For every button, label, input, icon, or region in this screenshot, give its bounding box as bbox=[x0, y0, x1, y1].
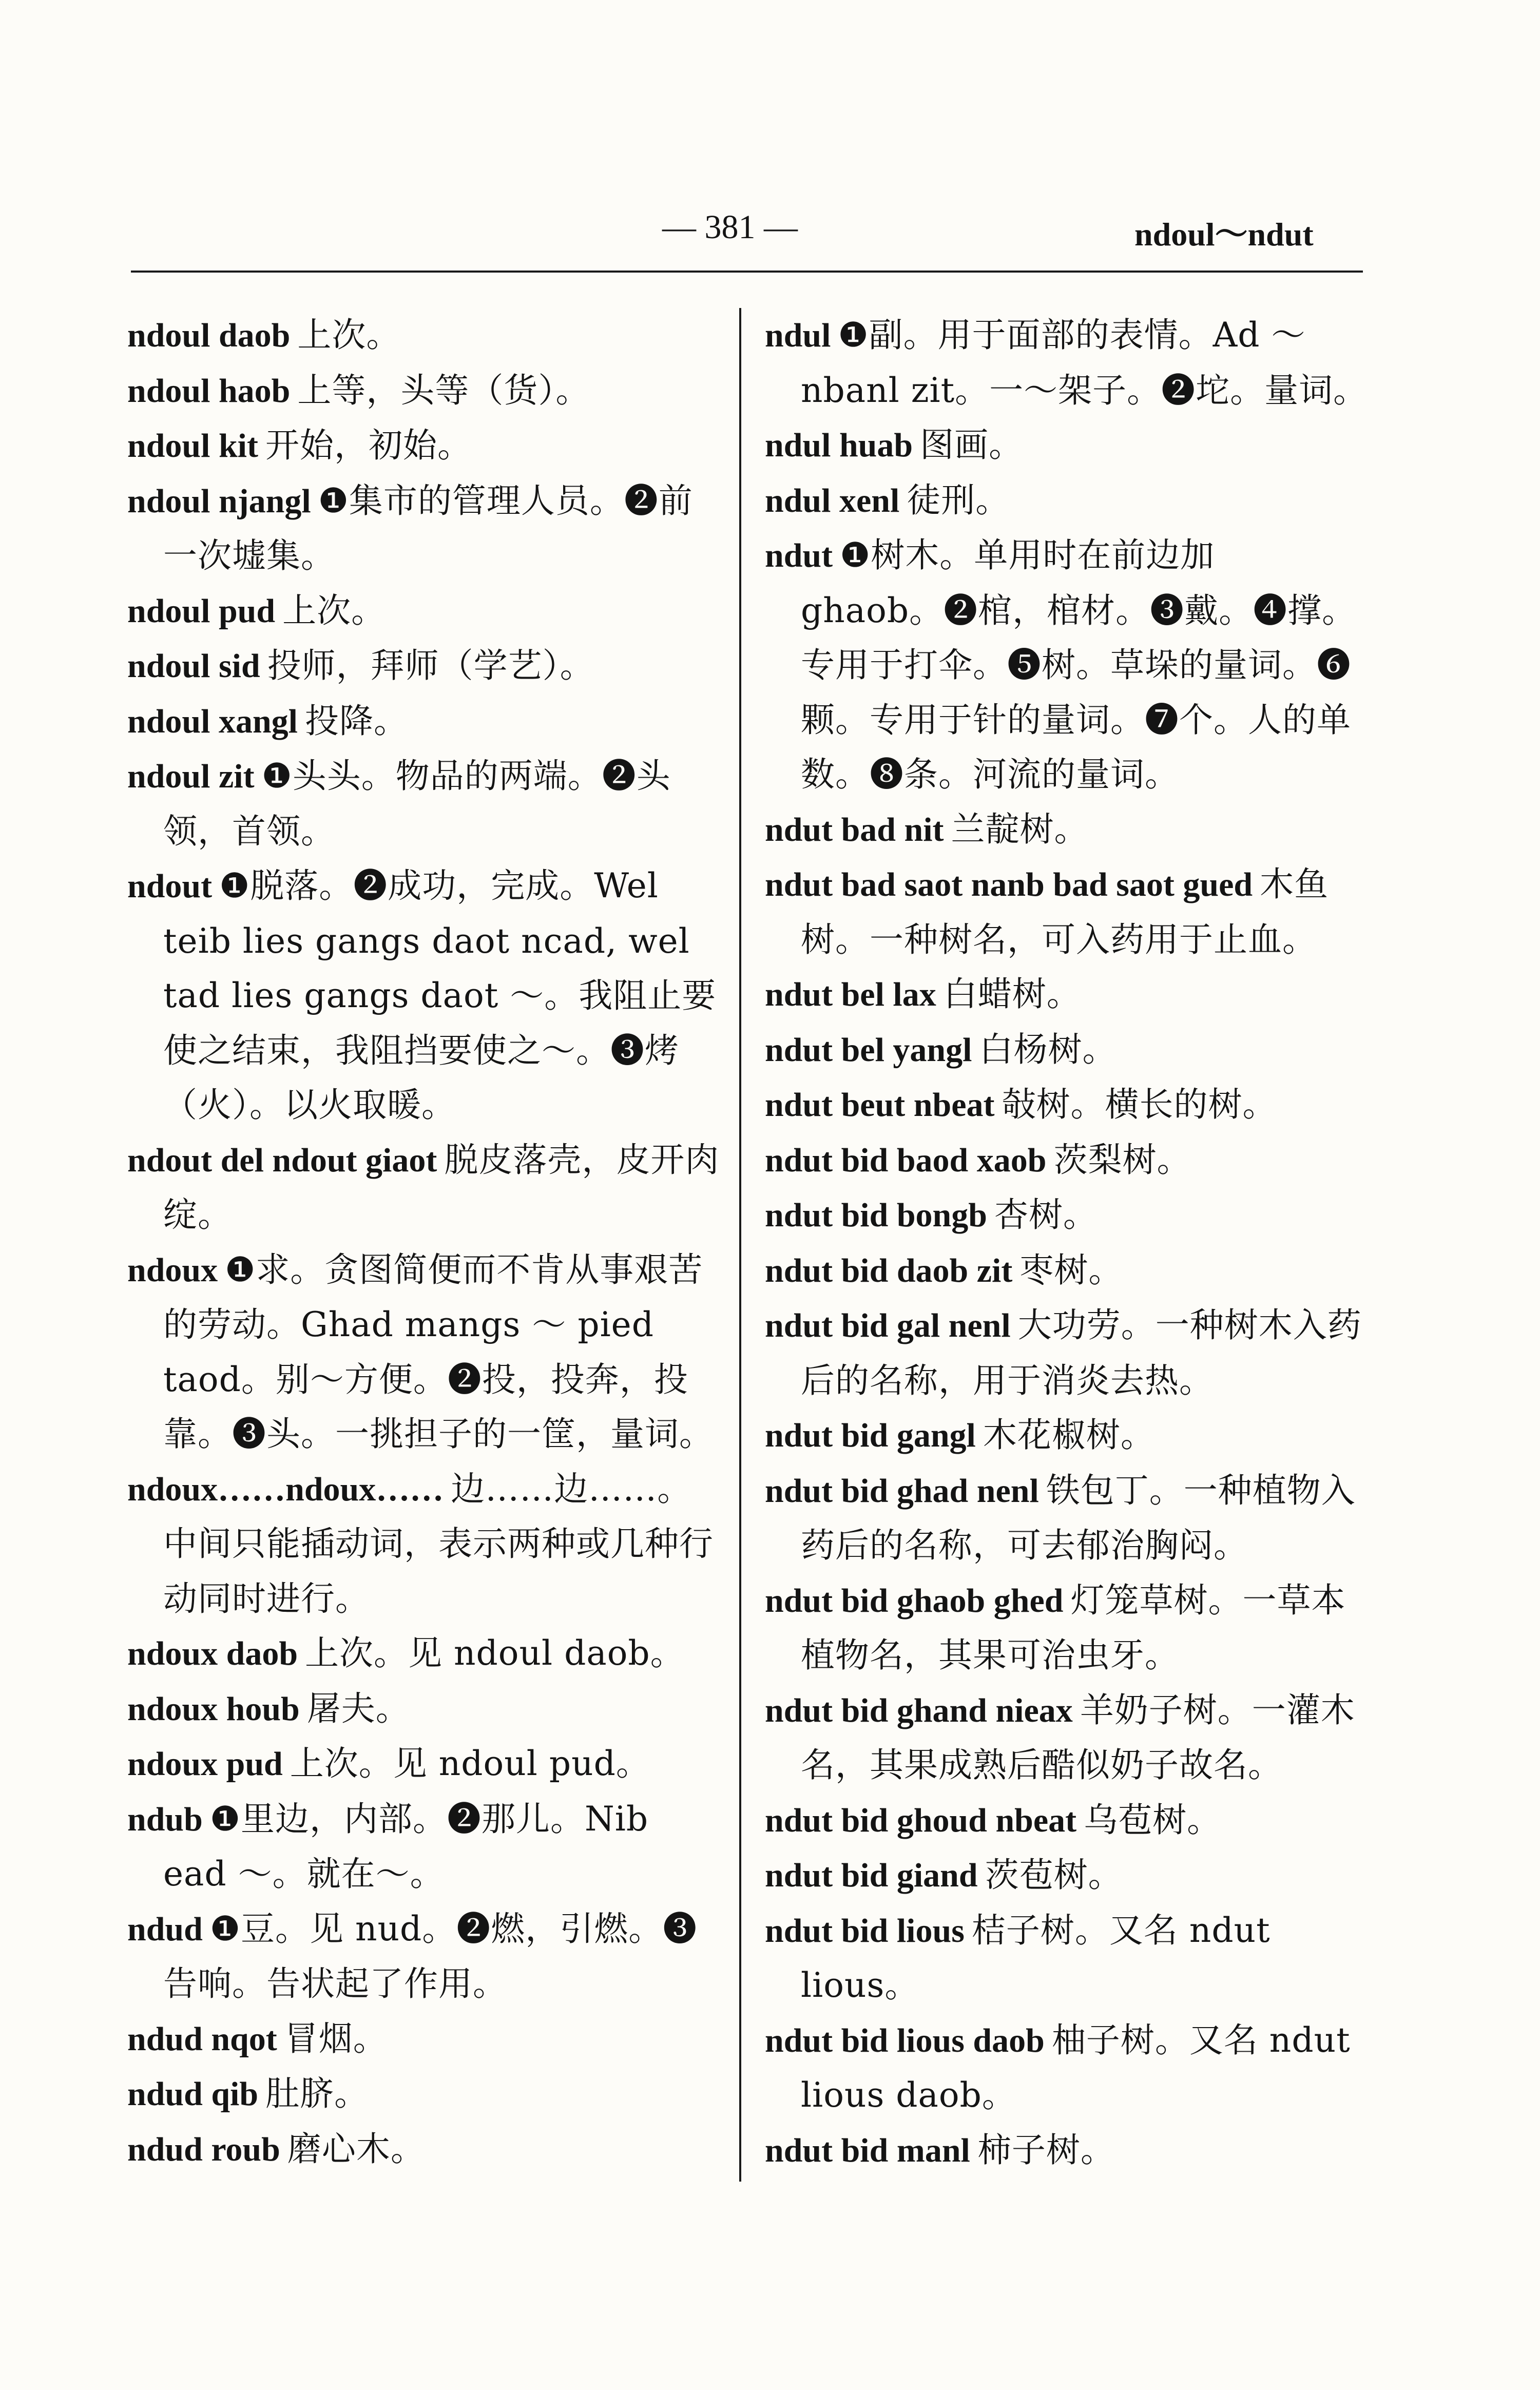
dictionary-entry bbox=[127, 749, 723, 859]
entry-definition: 冒烟。 bbox=[284, 2018, 388, 2058]
entry-definition: 开始，初始。 bbox=[265, 426, 472, 465]
entry-headword: ndut bel yangl bbox=[765, 1031, 972, 1069]
dictionary-entry bbox=[765, 1023, 1368, 1078]
entry-headword: ndoux bbox=[127, 1251, 218, 1289]
dictionary-entry bbox=[127, 308, 723, 363]
left-column bbox=[127, 308, 723, 2177]
entry-headword: ndut bid gangl bbox=[765, 1417, 976, 1454]
page-number: — 381 — bbox=[662, 208, 798, 246]
dictionary-entry bbox=[765, 1077, 1368, 1133]
dictionary-entry bbox=[127, 474, 723, 584]
entry-definition: 茨梨树。 bbox=[1053, 1140, 1191, 1180]
entry-headword: ndut bad saot nanb bad saot gued bbox=[765, 866, 1253, 903]
entry-definition: 枣树。 bbox=[1019, 1250, 1123, 1290]
entry-headword: ndoux pud bbox=[127, 1745, 283, 1783]
dictionary-entry bbox=[765, 528, 1368, 802]
entry-headword: ndut beut nbeat bbox=[765, 1086, 995, 1124]
entry-definition: 上次。见 ndoul pud。 bbox=[290, 1744, 650, 1783]
entry-definition: 敧树。横长的树。 bbox=[1002, 1085, 1277, 1124]
entry-definition: 桔子树。又名 ndut lious。 bbox=[801, 1910, 1270, 2005]
entry-definition: 灯笼草树。一草本植物名，其果可治虫牙。 bbox=[801, 1580, 1346, 1675]
entry-headword: ndut bid bongb bbox=[765, 1197, 987, 1234]
dictionary-entry bbox=[765, 473, 1368, 529]
entry-headword: ndut bel lax bbox=[765, 976, 936, 1013]
entry-headword: ndut bbox=[765, 537, 833, 574]
dictionary-entry bbox=[127, 1792, 723, 1902]
entry-definition: ❶集市的管理人员。❷前一次墟集。 bbox=[163, 480, 693, 575]
dictionary-entry bbox=[765, 2123, 1368, 2179]
dictionary-entry bbox=[127, 1682, 723, 1737]
entry-headword: ndud bbox=[127, 1910, 203, 1948]
entry-definition: ❶头头。物品的两端。❷头领，首领。 bbox=[163, 756, 671, 851]
dictionary-entry bbox=[765, 308, 1368, 418]
entry-definition: 肚脐。 bbox=[265, 2074, 369, 2113]
dictionary-entry bbox=[127, 363, 723, 419]
entry-headword: ndoul daob bbox=[127, 317, 291, 354]
entry-definition: 白杨树。 bbox=[979, 1029, 1117, 1069]
entry-headword: ndut bid giand bbox=[765, 1857, 978, 1894]
dictionary-entry bbox=[127, 1902, 723, 2012]
entry-definition: ❶副。用于面部的表情。Ad ～ nbanl zit。一～架子。❷坨。量词。 bbox=[801, 315, 1368, 410]
running-head: ndoul～ndut bbox=[1134, 216, 1314, 253]
entry-definition: ❶脱落。❷成功，完成。Wel teib lies gangs daot ncad, wel tad lies gangs daot ～。我阻止要使之结束，我阻挡要使之～。❸烤（火）。以火取暖。 bbox=[163, 866, 717, 1125]
entry-headword: ndub bbox=[127, 1800, 203, 1838]
entry-definition: 脱皮落壳，皮开肉绽。 bbox=[163, 1140, 720, 1235]
entry-definition: 屠夫。 bbox=[306, 1688, 410, 1728]
entry-definition: 投师，拜师（学艺）。 bbox=[267, 646, 594, 685]
entry-definition: 徒刑。 bbox=[907, 480, 1010, 520]
dictionary-entry bbox=[127, 1626, 723, 1682]
entry-definition: 大功劳。一种树木入药后的名称，用于消炎去热。 bbox=[801, 1305, 1362, 1400]
dictionary-entry bbox=[127, 418, 723, 474]
entry-definition: 投降。 bbox=[305, 701, 408, 741]
entry-headword: ndul xenl bbox=[765, 481, 900, 519]
dictionary-entry bbox=[127, 1737, 723, 1792]
entry-definition: 柿子树。 bbox=[977, 2130, 1115, 2170]
entry-definition: 兰靛树。 bbox=[951, 809, 1089, 849]
dictionary-entry bbox=[765, 1463, 1368, 1573]
entry-definition: 上次。见 ndoul daob。 bbox=[305, 1633, 685, 1673]
dictionary-entry bbox=[765, 1793, 1368, 1848]
entry-definition: ❶豆。见 nud。❷燃，引燃。❸告响。告状起了作用。 bbox=[163, 1909, 698, 2003]
dictionary-entry bbox=[765, 967, 1368, 1023]
entry-headword: ndul huab bbox=[765, 427, 913, 464]
entry-headword: ndul bbox=[765, 317, 831, 354]
entry-headword: ndut bad nit bbox=[765, 811, 944, 849]
entry-definition: ❶里边，内部。❷那儿。Nib ead ～。就在～。 bbox=[163, 1799, 649, 1894]
dictionary-entry bbox=[765, 802, 1368, 858]
dictionary-entry bbox=[127, 1243, 723, 1462]
entry-definition: 木花椒树。 bbox=[983, 1415, 1155, 1455]
entry-headword: ndut bid ghand nieax bbox=[765, 1691, 1073, 1729]
right-column bbox=[765, 308, 1368, 2178]
entry-headword: ndut bid ghaob ghed bbox=[765, 1582, 1064, 1620]
entry-headword: ndut bid manl bbox=[765, 2131, 970, 2169]
entry-headword: ndut bid gal nenl bbox=[765, 1307, 1011, 1344]
dictionary-entry bbox=[765, 1188, 1368, 1243]
dictionary-entry bbox=[765, 1848, 1368, 1903]
entry-headword: ndut bid lious bbox=[765, 1912, 965, 1950]
entry-definition: 上次。 bbox=[282, 590, 386, 630]
dictionary-entry bbox=[765, 1903, 1368, 2013]
header-rule bbox=[131, 271, 1363, 273]
dictionary-entry bbox=[765, 857, 1368, 967]
entry-definition: 羊奶子树。一灌木名，其果成熟后酷似奶子故名。 bbox=[801, 1690, 1355, 1785]
dictionary-entry bbox=[127, 694, 723, 749]
dictionary-entry bbox=[765, 1133, 1368, 1188]
entry-headword: ndout del ndout giaot bbox=[127, 1141, 437, 1179]
dictionary-entry bbox=[765, 1408, 1368, 1463]
entry-headword: ndoux houb bbox=[127, 1690, 300, 1728]
entry-definition: ❶求。贪图简便而不肯从事艰苦的劳动。Ghad mangs ～ pied taod。别～方便。❷投，投奔，投靠。❸头。一挑担子的一筐，量词。 bbox=[163, 1249, 714, 1454]
entry-headword: ndud nqot bbox=[127, 2020, 277, 2058]
entry-headword: ndut bid ghad nenl bbox=[765, 1472, 1039, 1510]
dictionary-entry bbox=[765, 1243, 1368, 1299]
entry-headword: ndout bbox=[127, 868, 213, 905]
entry-definition: 杏树。 bbox=[994, 1195, 1098, 1235]
entry-definition: 边……边……。中间只能插动词，表示两种或几种行动同时进行。 bbox=[163, 1469, 714, 1618]
entry-definition: 茨苞树。 bbox=[985, 1855, 1123, 1895]
dictionary-entry bbox=[127, 1462, 723, 1627]
dictionary-entry bbox=[127, 584, 723, 639]
entry-headword: ndud qib bbox=[127, 2075, 259, 2113]
dictionary-entry bbox=[127, 2067, 723, 2122]
dictionary-entry bbox=[765, 2013, 1368, 2123]
entry-headword: ndoul zit bbox=[127, 758, 255, 795]
entry-headword: ndoul haob bbox=[127, 372, 291, 410]
entry-definition: 铁包丁。一种植物入药后的名称，可去郁治胸闷。 bbox=[801, 1470, 1356, 1565]
entry-headword: ndut bid daob zit bbox=[765, 1251, 1013, 1289]
dictionary-entry bbox=[127, 1133, 723, 1243]
entry-headword: ndoul sid bbox=[127, 647, 260, 685]
entry-headword: ndut bid ghoud nbeat bbox=[765, 1801, 1077, 1839]
entry-definition: ❶树木。单用时在前边加 ghaob。❷棺，棺材。❸戴。❹撑。专用于打伞。❺树。草垛的量词。❻颗。专用于针的量词。❼个。人的单数。❽条。河流的量词。 bbox=[801, 535, 1357, 794]
entry-definition: 柚子树。又名 ndut lious daob。 bbox=[801, 2020, 1351, 2115]
entry-definition: 图画。 bbox=[920, 425, 1024, 465]
entry-definition: 白蜡树。 bbox=[943, 974, 1081, 1014]
entry-headword: ndoul pud bbox=[127, 592, 276, 630]
entry-headword: ndud roub bbox=[127, 2130, 280, 2168]
entry-definition: 木鱼树。一种树名，可入药用于止血。 bbox=[801, 864, 1329, 959]
dictionary-entry bbox=[765, 418, 1368, 473]
entry-headword: ndoul kit bbox=[127, 427, 258, 465]
dictionary-entry bbox=[765, 1573, 1368, 1683]
dictionary-entry bbox=[127, 2012, 723, 2067]
entry-headword: ndoul njangl bbox=[127, 482, 311, 520]
entry-definition: 乌苞树。 bbox=[1084, 1800, 1222, 1840]
entry-headword: ndoux……ndoux…… bbox=[127, 1470, 444, 1508]
entry-headword: ndoul xangl bbox=[127, 702, 298, 740]
entry-definition: 上次。 bbox=[297, 315, 401, 355]
entry-headword: ndoux daob bbox=[127, 1635, 298, 1672]
entry-definition: 上等，头等（货）。 bbox=[297, 370, 590, 410]
dictionary-entry bbox=[765, 1298, 1368, 1408]
column-divider bbox=[739, 308, 741, 2182]
entry-headword: ndut bid lious daob bbox=[765, 2021, 1045, 2059]
entry-headword: ndut bid baod xaob bbox=[765, 1141, 1047, 1179]
dictionary-entry bbox=[765, 1683, 1368, 1793]
entry-definition: 磨心木。 bbox=[287, 2129, 425, 2169]
dictionary-entry bbox=[127, 2122, 723, 2177]
dictionary-entry bbox=[127, 859, 723, 1133]
dictionary-entry bbox=[127, 639, 723, 694]
